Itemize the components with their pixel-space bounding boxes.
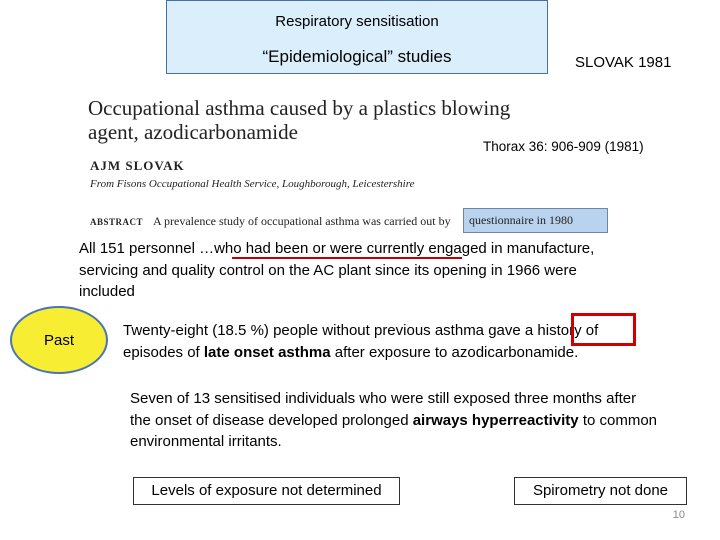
paper-title-line-1: Occupational asthma caused by a plastics blowing	[88, 96, 511, 120]
page-number: 10	[672, 509, 685, 521]
paragraph-line: Twenty-eight (18.5 %) people without previous asthma gave a history of	[123, 322, 599, 339]
text-run: to common	[578, 411, 658, 429]
red-underline	[232, 257, 462, 259]
slide-subtitle: “Epidemiological” studies	[262, 47, 452, 66]
paper-title-line-2: agent, azodicarbonamide	[88, 120, 298, 144]
citation: Thorax 36: 906-909 (1981)	[483, 139, 644, 154]
paragraph-hyperreactivity	[130, 388, 715, 453]
past-label: Past	[43, 331, 74, 349]
text-run: episodes of	[123, 343, 204, 361]
paragraph-line	[130, 410, 715, 432]
paragraph-line: environmental irritants.	[130, 433, 282, 450]
exposure-note-box: Levels of exposure not determined	[133, 477, 400, 505]
paragraph-line: servicing and quality control on the AC plant since its opening in 1966 were	[79, 261, 577, 279]
author-year-label: SLOVAK 1981	[575, 54, 672, 71]
slide-title: Respiratory sensitisation	[275, 13, 439, 30]
paper-title	[88, 96, 568, 144]
past-badge	[10, 306, 108, 374]
bold-term: airways hyperreactivity	[412, 411, 579, 429]
bold-term: late onset asthma	[203, 343, 331, 361]
paragraph-personnel	[79, 238, 679, 303]
paragraph-line: Seven of 13 sensitised individuals who were still exposed three months after	[130, 390, 637, 407]
abstract-heading: ABSTRACT	[90, 217, 144, 227]
paragraph-line: included	[79, 283, 135, 300]
spirometry-note-box: Spirometry not done	[514, 477, 687, 505]
paper-author: AJM SLOVAK	[90, 158, 185, 173]
text-run: after exposure to azodicarbonamide.	[330, 343, 579, 361]
paper-affiliation: From Fisons Occupational Health Service, Loughborough, Leicestershire	[90, 178, 415, 190]
questionnaire-highlight: questionnaire in 1980	[463, 208, 608, 233]
history-highlight-box	[571, 313, 636, 346]
text-run: the onset of disease developed prolonged	[130, 411, 413, 429]
paragraph-line: All 151 personnel …who had been or were currently engaged in manufacture,	[79, 240, 595, 257]
abstract-text: A prevalence study of occupational asthma was carried out by	[153, 214, 451, 228]
abstract-line	[90, 214, 451, 229]
